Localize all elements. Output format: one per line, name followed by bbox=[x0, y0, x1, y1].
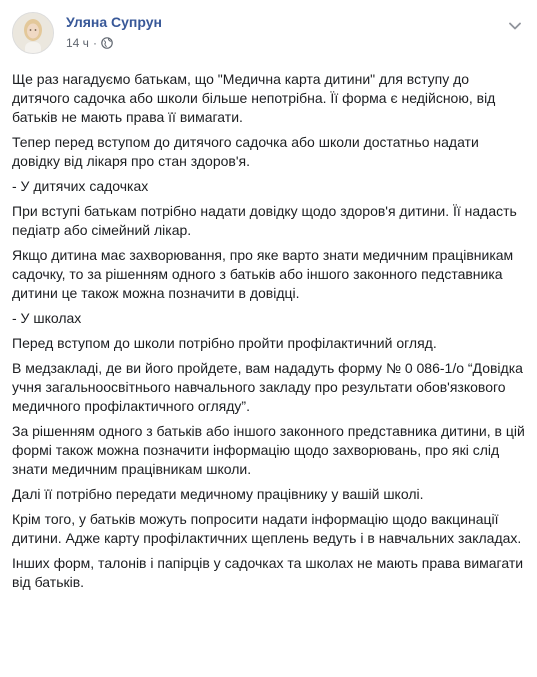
post-paragraph: Якщо дитина має захворювання, про яке варто знати медичним працівникам садочку, то за рішенням одного з батьків або іншого законного педставника дитини це також можна позначити в довідці. bbox=[12, 247, 514, 301]
post-paragraph: - У дитячих садочках bbox=[12, 178, 149, 194]
post-options-button[interactable] bbox=[507, 18, 523, 34]
post-author-link[interactable]: Уляна Супрун bbox=[66, 14, 162, 30]
post-paragraph: Перед вступом до школи потрібно пройти профілактичний огляд. bbox=[12, 335, 437, 351]
post-paragraph: Крім того, у батьків можуть попросити надати інформацію щодо вакцинації дитини. Адже карту профілактичних щеплень ведуть і в навчальних закладах. bbox=[12, 511, 522, 546]
post-paragraph: - У школах bbox=[12, 310, 82, 326]
post-paragraph: При вступі батькам потрібно надати довідку щодо здоров'я дитини. Її надасть педіатр або сімейний лікар. bbox=[12, 203, 517, 238]
post-meta bbox=[66, 36, 113, 50]
chevron-down-icon bbox=[509, 17, 521, 35]
post-timestamp[interactable]: 14 ч bbox=[66, 36, 89, 50]
meta-separator: · bbox=[92, 36, 97, 50]
post-paragraph: Далі її потрібно передати медичному працівнику у вашій школі. bbox=[12, 486, 424, 502]
avatar[interactable] bbox=[12, 12, 54, 54]
globe-icon[interactable] bbox=[101, 37, 113, 49]
post-paragraph: За рішенням одного з батьків або іншого законного представника дитини, в цій формі також можна позначити інформацію щодо захворювань, про які слід знати медичним працівникам школи. bbox=[12, 423, 525, 477]
post-paragraph: Ще раз нагадуємо батькам, що "Медична карта дитини" для вступу до дитячого садочка або школи більше непотрібна. Її форма є недійсною, від батьків не мають права її вимагати. bbox=[12, 71, 496, 125]
post-paragraph: Інших форм, талонів і папірців у садочках та школах не мають права вимагати від батьків. bbox=[12, 555, 524, 590]
post-header bbox=[12, 12, 525, 60]
post-body bbox=[12, 70, 527, 598]
post-paragraph: В медзакладі, де ви його пройдете, вам нададуть форму № 0 086-1/о “Довідка учня загальноосвітнього навчального закладу про результати обов'язкового медичного профілактичного огляду”. bbox=[12, 360, 523, 414]
post-paragraph: Тепер перед вступом до дитячого садочка або школи достатньо надати довідку від лікаря про стан здоров'я. bbox=[12, 134, 479, 169]
